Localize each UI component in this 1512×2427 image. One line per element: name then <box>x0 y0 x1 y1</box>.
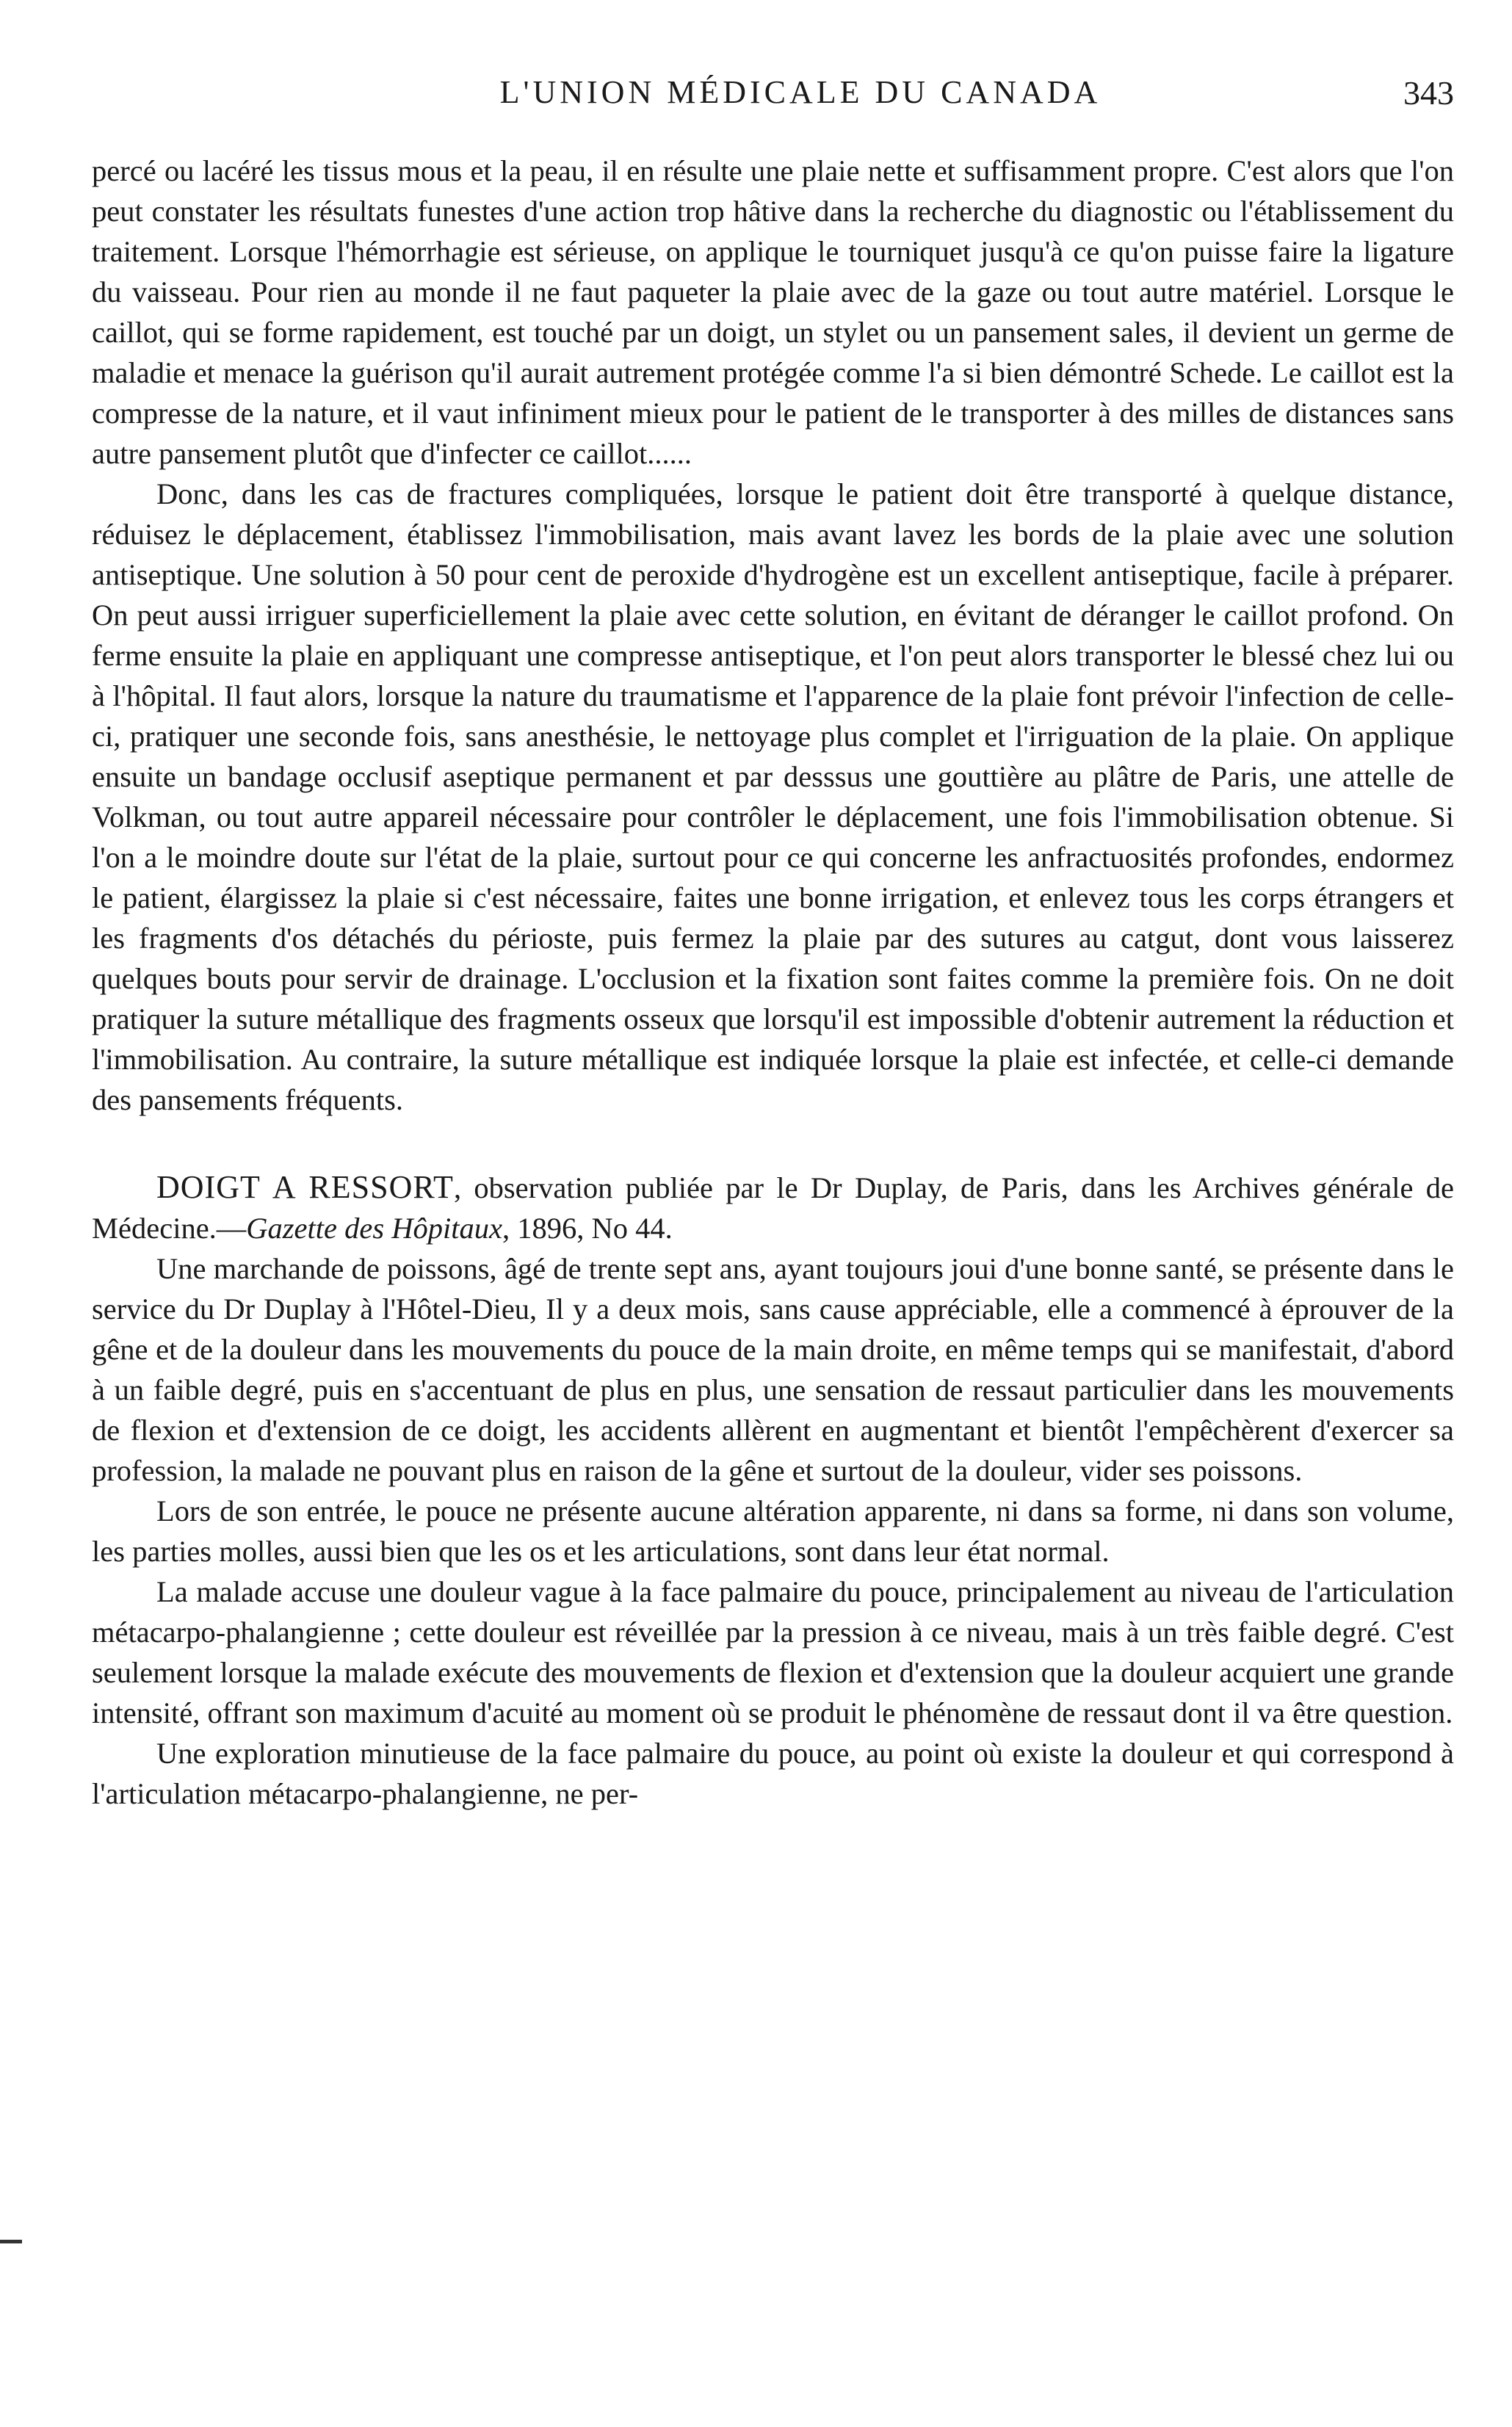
case-paragraph: Une marchande de poissons, âgé de trente sept ans, ayant toujours joui d'une bonne santé, se présente dans le service du Dr Duplay à l'Hôtel-Dieu, Il y a deux mois, sans cause appréciable, elle a commencé à éprouver de la gêne et de la douleur dans les mouvements du pouce de la main droite, en même temps qui se manifestait, d'abord à un faible degré, puis en s'accentuant de plus en plus, une sensation de ressaut particulier dans les mouvements de flexion et d'extension de ce doigt, les accidents allèrent en augmentant et bientôt l'empêchèrent d'exercer sa profession, la malade ne pouvant plus en raison de la gêne et surtout de la douleur, vider ses poissons. <box>92 1252 1454 1487</box>
running-head: L'UNION MÉDICALE DU CANADA <box>499 74 1102 110</box>
journal-name: Gazette des Hôpitaux <box>246 1212 502 1245</box>
journal-citation: , 1896, No 44. <box>502 1212 673 1245</box>
case-paragraph: Une exploration minutieuse de la face palmaire du pouce, au point où existe la douleur et qui correspond à l'articulation métacarpo-phalangienne, ne per- <box>92 1737 1454 1810</box>
section-intro: , observation publiée par le Dr Duplay, de Paris, dans les Archives générale de Médecine. <box>92 1171 1454 1245</box>
page-header <box>147 73 1454 132</box>
section-title: DOIGT A RESSORT <box>156 1169 454 1205</box>
section-heading-paragraph <box>92 1167 1454 1248</box>
case-paragraph: Lors de son entrée, le pouce ne présente aucune altération apparente, ni dans sa forme, ni dans son volume, les parties molles, aussi bien que les os et les articulations, sont dans leur état normal. <box>92 1494 1454 1568</box>
page-edge-mark <box>0 2240 22 2243</box>
page-number: 343 <box>1403 74 1454 112</box>
case-paragraph: La malade accuse une douleur vague à la face palmaire du pouce, principalement au niveau de l'articulation métacarpo-phalangienne ; cette douleur est réveillée par la pression à ce niveau, mais à un très faible degré. C'est seulement lorsque la malade exécute des mouvements de flexion et d'extension que la douleur acquiert une grande intensité, offrant son maximum d'acuité au moment où se produit le phénomène de ressaut dont il va être question. <box>92 1575 1454 1729</box>
paragraph: Donc, dans les cas de fractures compliquées, lorsque le patient doit être transporté à quelque distance, réduisez le déplacement, établissez l'immobilisation, mais avant lavez les bords de la plaie avec une solution antiseptique. Une solution à 50 pour cent de peroxide d'hydrogène est un excellent antiseptique, facile à préparer. On peut aussi irriguer superficiellement la plaie avec cette solution, en évitant de déranger le caillot profond. On ferme ensuite la plaie en appliquant une compresse antiseptique, et l'on peut alors transporter le blessé chez lui ou à l'hôpital. Il faut alors, lorsque la nature du traumatisme et l'apparence de la plaie font prévoir l'infection de celle-ci, pratiquer une seconde fois, sans anesthésie, le nettoyage plus complet et l'irriguation de la plaie. On applique ensuite un bandage occlusif aseptique permanent et par desssus une gouttière au plâtre de Paris, une attelle de Volkman, ou tout autre appareil nécessaire pour contrôler le déplacement, une fois l'immobilisation obtenue. Si l'on a le moindre doute sur l'état de la plaie, surtout pour ce qui concerne les anfractuosités profondes, endormez le patient, élargissez la plaie si c'est nécessaire, faites une bonne irrigation, et enlevez tous les corps étrangers et les fragments d'os détachés du périoste, puis fermez la plaie par des sutures au catgut, dont vous laisserez quelques bouts pour servir de drainage. L'occlusion et la fixation sont faites comme la première fois. On ne doit pratiquer la suture métallique des fragments osseux que lorsqu'il est impossible d'obtenir autrement la réduction et l'immobilisation. Au contraire, la suture métallique est indiquée lorsque la plaie est infectée, et celle-ci demande des pansements fréquents. <box>92 477 1454 1116</box>
article-body <box>92 151 1454 1814</box>
section-dash: — <box>216 1212 247 1245</box>
paragraph: percé ou lacéré les tissus mous et la peau, il en résulte une plaie nette et suffisamment propre. C'est alors que l'on peut constater les résultats funestes d'une action trop hâtive dans la recherche du diagnostic ou l'établissement du traitement. Lorsque l'hémorrhagie est sérieuse, on applique le tourniquet jusqu'à ce qu'on puisse faire la ligature du vaisseau. Pour rien au monde il ne faut paqueter la plaie avec de la gaze ou tout autre matériel. Lorsque le caillot, qui se forme rapidement, est touché par un doigt, un stylet ou un pansement sales, il devient un germe de maladie et menace la guérison qu'il aurait autrement protégée comme l'a si bien démontré Schede. Le caillot est la compresse de la nature, et il vaut infiniment mieux pour le patient de le transporter à des milles de distances sans autre pansement plutôt que d'infecter ce caillot...... <box>92 154 1454 470</box>
